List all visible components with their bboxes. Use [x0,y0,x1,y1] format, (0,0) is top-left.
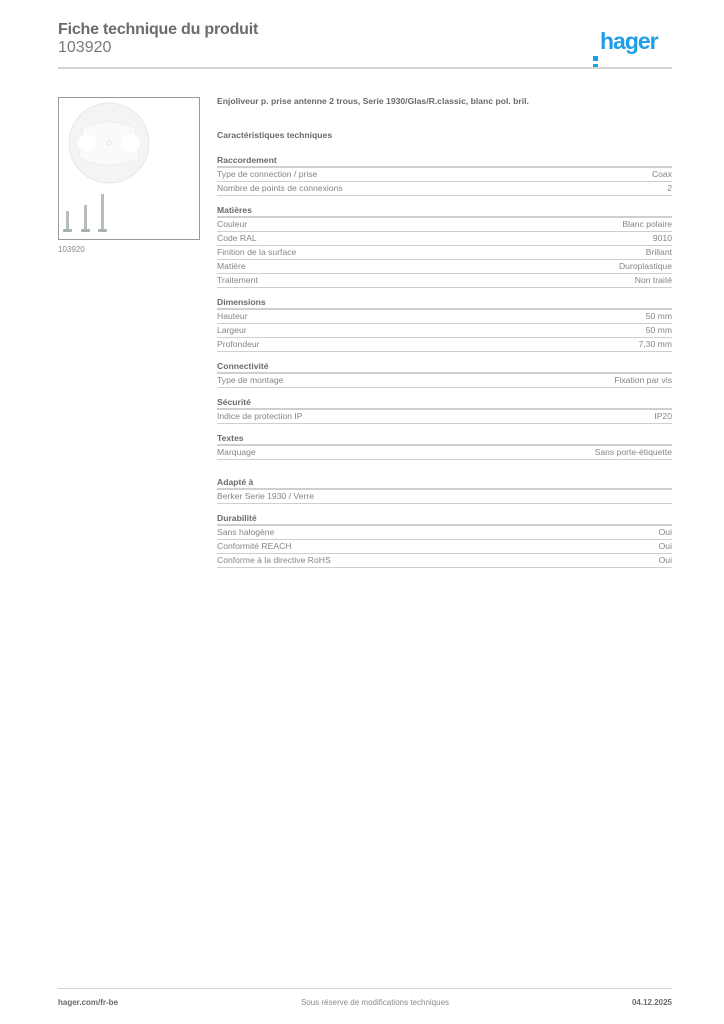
spec-value: Sans porte-étiquette [594,447,672,457]
spec-row [217,218,672,232]
spec-row [217,232,672,246]
spec-value: 2 [667,183,672,193]
product-image [58,97,200,240]
spec-label: Finition de la surface [217,247,297,257]
spec-label: Type de connection / prise [217,169,318,179]
section-heading: Textes [217,432,672,446]
spec-label: Code RAL [217,233,257,243]
section-heading: Matières [217,204,672,218]
section-heading: Dimensions [217,296,672,310]
cover-plate-with-screws-image [59,98,199,239]
spec-label: Couleur [217,219,248,229]
product-number: 103920 [58,39,112,56]
spec-value: Oui [658,555,672,565]
spec-row [217,446,672,460]
spec-section [217,204,672,288]
spec-section [217,512,672,568]
spec-label: Conformité REACH [217,541,292,551]
footer-website[interactable]: hager.com/fr-be [58,998,119,1007]
spec-row [217,554,672,568]
spec-row [217,260,672,274]
section-subtitle: Caractéristiques techniques [217,130,333,140]
spec-value: Oui [658,541,672,551]
section-heading: Durabilité [217,512,672,526]
section-heading: Adapté à [217,476,672,490]
spec-row [217,168,672,182]
spec-value: 50 mm [645,325,672,335]
spec-row [217,338,672,352]
spec-row [217,310,672,324]
spec-row [217,246,672,260]
spec-row [217,374,672,388]
spec-section [217,360,672,388]
spec-row [217,274,672,288]
spec-label: Indice de protection IP [217,411,303,421]
spec-section [217,296,672,352]
spec-label: Traitement [217,275,258,285]
hager-logo: hager [593,30,658,53]
spec-section [217,396,672,424]
product-description: Enjoliveur p. prise antenne 2 trous, Serie 1930/Glas/R.classic, blanc pol. bril. [217,96,529,106]
spec-value: Duroplastique [618,261,672,271]
spec-value: 50 mm [645,311,672,321]
spec-row [217,540,672,554]
spec-value: Fixation par vis [614,375,672,385]
section-heading: Sécurité [217,396,672,410]
spec-label: Marquage [217,447,256,457]
spec-label: Hauteur [217,311,248,321]
spec-label: Matière [217,261,246,271]
spec-value: IP20 [654,411,672,421]
section-heading: Raccordement [217,154,672,168]
spec-row [217,410,672,424]
footer [58,998,672,1007]
footer-divider [58,988,672,989]
spec-label: Berker Serie 1930 / Verre [217,491,314,501]
spec-label: Profondeur [217,339,260,349]
spec-value: Coax [651,169,672,179]
spec-row [217,324,672,338]
spec-value: Brillant [645,247,672,257]
section-heading: Connectivité [217,360,672,374]
spec-section [217,476,672,504]
spec-label: Conforme à la directive RoHS [217,555,331,565]
spec-row [217,182,672,196]
specifications [217,96,672,576]
spec-value: 9010 [652,233,672,243]
spec-label: Type de montage [217,375,284,385]
page-title: Fiche technique du produit [58,21,259,38]
footer-disclaimer: Sous réserve de modifications techniques [300,998,450,1007]
spec-label: Nombre de points de connexions [217,183,343,193]
spec-label: Sans halogène [217,527,275,537]
spec-value: Oui [658,527,672,537]
footer-date: 04.12.2025 [631,998,672,1007]
spec-value: 7,30 mm [638,339,672,349]
spec-row [217,490,672,504]
spec-value: Blanc polaire [622,219,672,229]
spec-section [217,154,672,196]
spec-label: Largeur [217,325,247,335]
header-divider [58,67,672,69]
spec-section [217,432,672,460]
spec-value: Non traité [634,275,672,285]
spec-row [217,526,672,540]
image-caption: 103920 [58,245,85,254]
